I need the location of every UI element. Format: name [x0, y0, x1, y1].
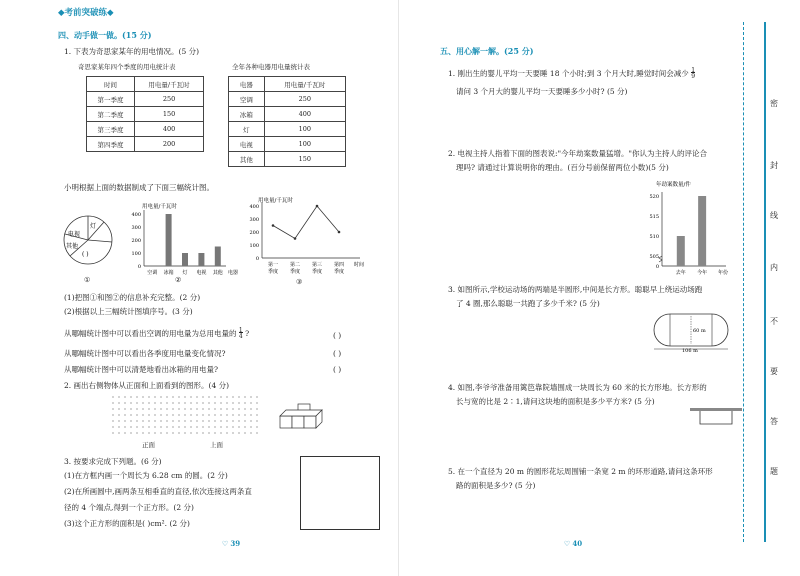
r-q2a: 2. 电视主持人指着下面的图表说:"今年劫案数量猛增。"你认为主持人的评论合 [448, 149, 707, 158]
bar-chart-bar [182, 253, 188, 266]
table2-cell: 空调 [229, 92, 265, 107]
q3-text: 3. 按要求完成下列题。(6 分) [64, 457, 162, 466]
table1-header: 用电量/千瓦时 [135, 77, 204, 92]
crime-chart-bar [698, 196, 706, 266]
line-chart-xtick: 第四 [333, 262, 345, 268]
q3-s2a: (2)在所画圆中,画两条互相垂直的直径,依次连接这两条直 [64, 487, 252, 496]
page-divider [398, 0, 399, 576]
pie-label: ( ) [82, 251, 89, 258]
binding-char: 要 [770, 367, 778, 376]
table2-cell: 100 [264, 122, 345, 137]
line-chart-point [272, 224, 275, 227]
table1-header: 时间 [87, 77, 135, 92]
table2-title: 全年各种电器用电量统计表 [232, 63, 310, 71]
table2-cell: 电视 [229, 137, 265, 152]
q2-text: 2. 画出右侧物体从正面和上面看到的图形。(4 分) [64, 381, 230, 390]
r-q5b: 路的面积是多少? (5 分) [456, 481, 536, 490]
bar-chart-crimes [640, 180, 740, 280]
line-chart-ytick: 100 [249, 243, 259, 249]
cube-face [292, 416, 304, 428]
binding-char: 封 [770, 161, 778, 170]
line-chart-ytick: 400 [249, 204, 259, 210]
pie-label: 其他 [66, 243, 79, 250]
bar-chart-xtick: 空调 [147, 270, 158, 276]
fraction-denominator: 9 [691, 73, 696, 80]
line-chart-xtick: 季度 [289, 269, 301, 275]
dot-grid [112, 396, 262, 436]
bar-chart-bar [215, 247, 221, 267]
page-number-40: ♡ 40 [563, 539, 583, 548]
line-chart-point [316, 205, 319, 208]
fraction-numerator: 1 [238, 327, 243, 334]
line-chart-point [338, 231, 341, 234]
pie-label: 电视 [68, 231, 81, 238]
binding-char: 内 [770, 263, 778, 272]
crime-chart-axis-break [659, 256, 662, 262]
table2-cell: 400 [264, 107, 345, 122]
bar-chart-xlabel: 电器 [228, 270, 239, 276]
crime-chart-ytick: 505 [649, 254, 659, 260]
r-q4a: 4. 如图,李爷爷准备用篱笆靠院墙围成一块周长为 60 米的长方形地。长方形的 [448, 383, 707, 392]
fraction-numerator: 1 [691, 67, 696, 74]
front-view-label: 正面 [142, 441, 155, 449]
line-chart-xtick: 季度 [267, 269, 279, 275]
q1-s2a-tail: ? [245, 329, 250, 338]
track-width-label: 60 m [693, 328, 706, 334]
bar-chart-xtick: 灯 [182, 270, 188, 276]
q1-sub2: (2)根据以上三幅统计图填序号。(3 分) [64, 307, 193, 316]
bar-chart-bar [198, 253, 204, 266]
crime-chart-title: 年劫案数量/件 [656, 182, 691, 188]
dot-grid-fill [112, 396, 262, 436]
crime-chart-xtick: 今年 [697, 270, 708, 276]
bar-chart-xtick: 其他 [212, 270, 223, 276]
r-q2b: 理吗? 请通过计算说明你的理由。(百分号前保留两位小数)(5 分) [456, 163, 669, 172]
table1-cell: 400 [135, 122, 204, 137]
crime-chart-ytick: 0 [655, 264, 659, 270]
table1-cell: 200 [135, 137, 204, 152]
q1-s2c: 从哪幅统计图中可以清楚地看出冰箱的用电量? [64, 365, 219, 374]
table1-cell: 第一季度 [87, 92, 135, 107]
fraction [239, 328, 243, 340]
drawing-box[interactable] [300, 456, 380, 530]
r-q1a [448, 68, 695, 80]
bar-chart-xtick: 冰箱 [163, 270, 174, 276]
binding-char: 答 [770, 417, 778, 426]
r-q3b: 了 4 圈,那么聪聪一共跑了多少千米? (5 分) [456, 299, 600, 308]
bar-chart-xtick: 电视 [196, 270, 207, 276]
banner-title: ◆考前突破练◆ [58, 8, 114, 18]
table1-cell: 第二季度 [87, 107, 135, 122]
bar-chart-ylabel: 用电量/千瓦时 [142, 204, 177, 210]
cube-top [280, 410, 322, 416]
top-view-label: 上面 [210, 441, 223, 449]
table2-cell: 250 [264, 92, 345, 107]
line-chart-series [273, 206, 339, 239]
page-number: 40 [572, 539, 583, 548]
table1-title: 奇思家某年四个季度的用电统计表 [78, 63, 176, 71]
chart-number: ① [84, 276, 91, 284]
pie-label: 灯 [90, 223, 97, 230]
table1-cell: 250 [135, 92, 204, 107]
table2-cell: 150 [264, 152, 345, 167]
cube-face [280, 416, 292, 428]
track-diagram [648, 308, 734, 352]
r-q5a: 5. 在一个直径为 20 m 的圆形花坛周围铺一条宽 2 m 的环形道路,请问这条环形 [448, 467, 713, 476]
fence [700, 411, 732, 424]
line-chart-ylabel: 用电量/千瓦时 [258, 198, 293, 204]
line-chart-xtick: 第三 [311, 262, 323, 268]
binding-char: 线 [770, 211, 778, 220]
bar-chart-ytick: 400 [131, 212, 141, 218]
line-chart-xtick: 第一 [267, 262, 279, 268]
answer-paren: ( ) [333, 365, 342, 374]
q1-text: 1. 下表为奇思家某年的用电情况。(5 分) [64, 47, 200, 56]
crime-chart-bar [677, 236, 685, 266]
binding-char: 密 [770, 99, 778, 108]
line-chart-xtick: 季度 [311, 269, 323, 275]
binding-solid-line [764, 22, 766, 542]
crime-chart-xlabel: 年份 [718, 270, 729, 276]
crime-chart-ytick: 520 [649, 194, 659, 200]
r-q1b: 请问 3 个月大的婴儿平均一天要睡多少小时? (5 分) [456, 87, 628, 96]
cube-object [278, 402, 338, 434]
table-appliance-usage [228, 76, 346, 167]
wall [690, 408, 742, 411]
table1-cell: 150 [135, 107, 204, 122]
line-chart-xlabel: 时间 [354, 262, 365, 268]
table2-cell: 冰箱 [229, 107, 265, 122]
chart-number: ② [175, 276, 182, 284]
q1-s2a [64, 328, 249, 340]
table1-cell: 第四季度 [87, 137, 135, 152]
answer-paren: ( ) [333, 349, 342, 358]
chart-number: ③ [296, 278, 303, 286]
q3-s2b: 径的 4 个端点,得到一个正方形。(2 分) [64, 503, 194, 512]
line-chart-quarterly [240, 196, 380, 284]
table1-cell: 第三季度 [87, 122, 135, 137]
bar-chart-bar [166, 214, 172, 266]
fence-diagram [690, 406, 742, 428]
bar-chart-ytick: 300 [131, 225, 141, 231]
q1-s2b: 从哪幅统计图中可以看出各季度用电量变化情况? [64, 349, 226, 358]
bar-chart-ytick: 100 [131, 251, 141, 257]
table2-cell: 100 [264, 137, 345, 152]
line-chart-ytick: 0 [255, 256, 259, 262]
bar-chart-ytick: 0 [137, 264, 141, 270]
line-chart-xtick: 季度 [333, 269, 345, 275]
bar-chart-appliance [120, 200, 240, 278]
table2-header: 电器 [229, 77, 265, 92]
line-chart-ytick: 200 [249, 230, 259, 236]
crime-chart-ytick: 510 [649, 234, 659, 240]
q3-s3: (3)这个正方形的面积是( )cm². (2 分) [64, 519, 190, 528]
r-q3a: 3. 如图所示,学校运动场的两端是半圆形,中间是长方形。聪聪早上绕运动场跑 [448, 285, 703, 294]
binding-char: 题 [770, 467, 778, 476]
q1-s2a-text: 从哪幅统计图中可以看出空调的用电量为总用电量的 [64, 329, 237, 338]
table2-cell: 灯 [229, 122, 265, 137]
table2-cell: 其他 [229, 152, 265, 167]
bar-chart-ytick: 200 [131, 238, 141, 244]
crime-chart-ytick: 515 [649, 214, 659, 220]
r-q4b: 长与宽的比是 2∶1,请问这块地的面积是多少平方米? (5 分) [456, 397, 655, 406]
r-q1a-text: 1. 刚出生的婴儿平均一天要睡 18 个小时;到 3 个月大时,睡觉时间会减少 [448, 69, 689, 78]
section-5-title: 五、用心解一解。(25 分) [440, 46, 534, 56]
binding-char: 不 [770, 317, 778, 326]
crime-chart-xtick: 去年 [675, 270, 686, 276]
track-length-label: 106 m [682, 348, 698, 352]
table2-header: 用电量/千瓦时 [264, 77, 345, 92]
fraction-denominator: 4 [238, 333, 243, 340]
binding-dashed-line [743, 22, 744, 542]
q1-desc: 小明根据上面的数据制成了下面三幅统计图。 [64, 183, 214, 192]
fraction [691, 68, 695, 80]
page-number-39: ♡ 39 [221, 539, 241, 548]
pie-divider [88, 240, 112, 242]
cube-face [304, 416, 316, 428]
line-chart-point [294, 237, 297, 240]
table-quarterly-usage [86, 76, 204, 152]
section-4-title: 四、动手做一做。(15 分) [58, 30, 152, 40]
line-chart-xtick: 第二 [289, 262, 301, 268]
q3-s1: (1)在方框内画一个周长为 6.28 cm 的圆。(2 分) [64, 471, 228, 480]
q1-sub1: (1)把图①和图②的信息补充完整。(2 分) [64, 293, 201, 302]
page-number: 39 [230, 539, 241, 548]
pie-chart [60, 212, 124, 276]
answer-paren: ( ) [333, 331, 342, 340]
line-chart-ytick: 300 [249, 217, 259, 223]
